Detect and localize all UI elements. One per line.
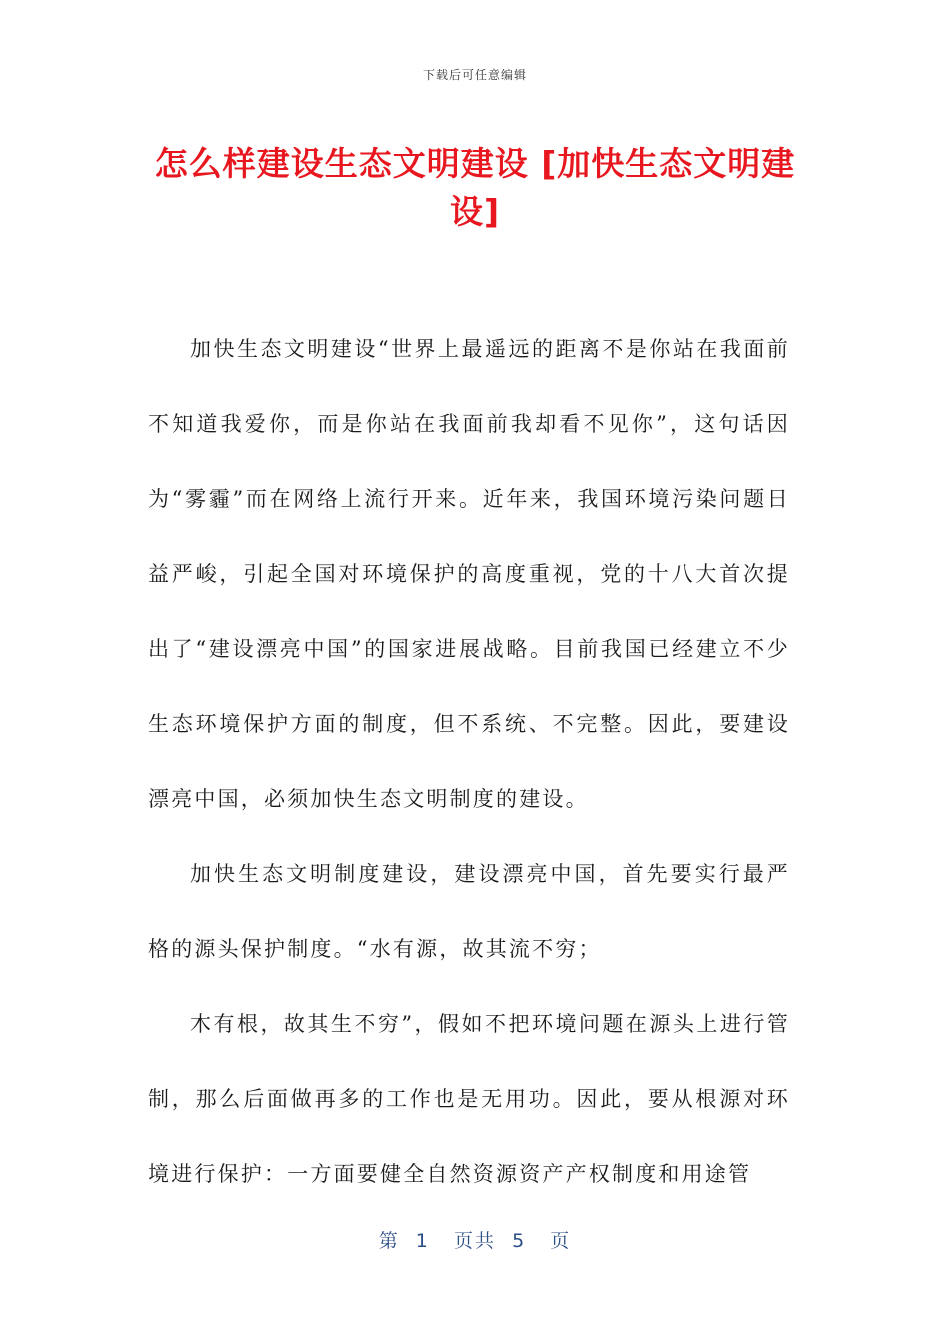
document-body — [148, 312, 790, 1212]
header-note: 下载后可任意编辑 — [422, 68, 527, 82]
paragraph-3: 木有根，故其生不穷”，假如不把环境问题在源头上进行管制，那么后面做再多的工作也是无用功。因此，要从根源对环境进行保护：一方面要健全自然资源资产产权制度和用途管 — [148, 1012, 790, 1186]
page-number-footer: 第 1 页共 5 页 — [378, 1230, 572, 1252]
document-title: 怎么样建设生态文明建设 [加快生态文明建设] — [154, 144, 796, 231]
paragraph-2: 加快生态文明制度建设，建设漂亮中国，首先要实行最严格的源头保护制度。“水有源，故其流不穷； — [148, 862, 790, 961]
paragraph-1: 加快生态文明建设“世界上最遥远的距离不是你站在我面前不知道我爱你，而是你站在我面前我却看不见你”，这句话因为“雾霾”而在网络上流行开来。近年来，我国环境污染问题日益严峻，引起全国对环境保护的高度重视，党的十八大首次提出了“建设漂亮中国”的国家进展战略。目前我国已经建立不少生态环境保护方面的制度，但不系统、不完整。因此，要建设漂亮中国，必须加快生态文明制度的建设。 — [148, 337, 790, 811]
